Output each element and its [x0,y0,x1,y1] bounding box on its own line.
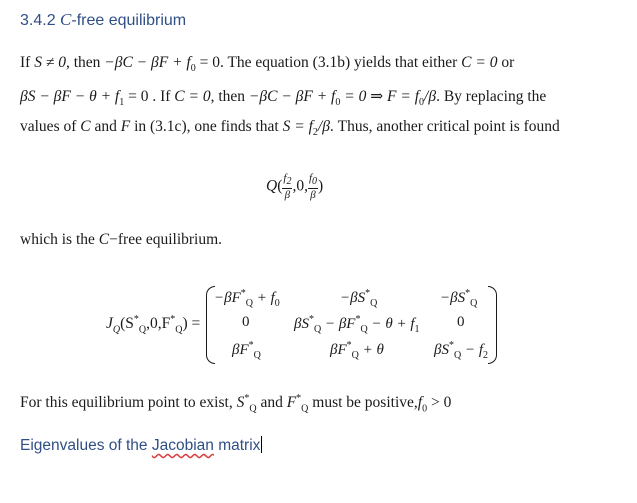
text-cursor [261,436,262,453]
section-heading [20,10,186,30]
jacobian-matrix-equation [106,284,506,364]
paragraph-line-3: values of C and F in (3.1c), one finds that $S = f_2/\beta$. Thus, another critical point is found [20,118,560,139]
fraction-f0-over-beta: $\frac{f_0}{\beta}$ [308,172,317,202]
section-number: 3.4.2 [20,12,56,29]
matrix-cell-r1c1: $-\beta F^*_Q + f_0$ [214,288,280,309]
eigenvalues-heading[interactable]: Eigenvalues of the Jacobian matrix [20,437,261,454]
right-bracket [488,286,497,364]
existence-condition: For this equilibrium point to exist, $S^*_Q$ and $F^*_Q$ must be $positive,f_0 > 0$ [20,393,452,415]
section-title-symbol: C [60,10,72,29]
matrix-cell-r3c2: $\beta F^*_Q + \theta$ [330,340,384,361]
matrix-cell-r1c3: $-\beta S^*_Q$ [440,288,478,309]
matrix-cell-r1c2: $-\beta S^*_Q$ [340,288,378,309]
matrix-cell-r2c3: 0 [457,314,465,330]
paragraph-line-2: $\beta S - \beta F - \theta + f_1 = 0$ . If C = 0, then $-\beta C - \beta F + f_0 = 0$ ⇒ $F = f_0/\beta$. By replacing the [20,88,547,109]
jacobian-lhs: $J_Q(S^*_Q,0,F^*_Q)$ = [106,314,201,336]
spellcheck-word[interactable]: Jacobian [151,437,214,454]
matrix-cell-r3c3: $\beta S^*_Q - f_2$ [434,340,489,361]
free-equilibrium-sentence: which is the C−free equilibrium. [20,231,223,248]
matrix-cell-r2c2: $\beta S^*_Q - \beta F^*_Q - \theta + f_1$ [294,314,420,335]
fraction-f2-over-beta: $\frac{f_2}{\beta}$ [283,172,292,202]
matrix-cell-r2c1: 0 [242,314,250,330]
critical-point-equation: Q( $\frac{f_2}{\beta}$ ,0, $\frac{f_0}{\beta}$ ) [266,172,324,202]
matrix-cell-r3c1: $\beta F^*_Q$ [232,340,261,361]
paragraph-line-1: If S ≠ 0, then $-\beta C - \beta F + f_0 = 0$. The equation (3.1b) yields that either C = 0 or [20,54,515,75]
section-title: -free equilibrium [71,12,187,29]
